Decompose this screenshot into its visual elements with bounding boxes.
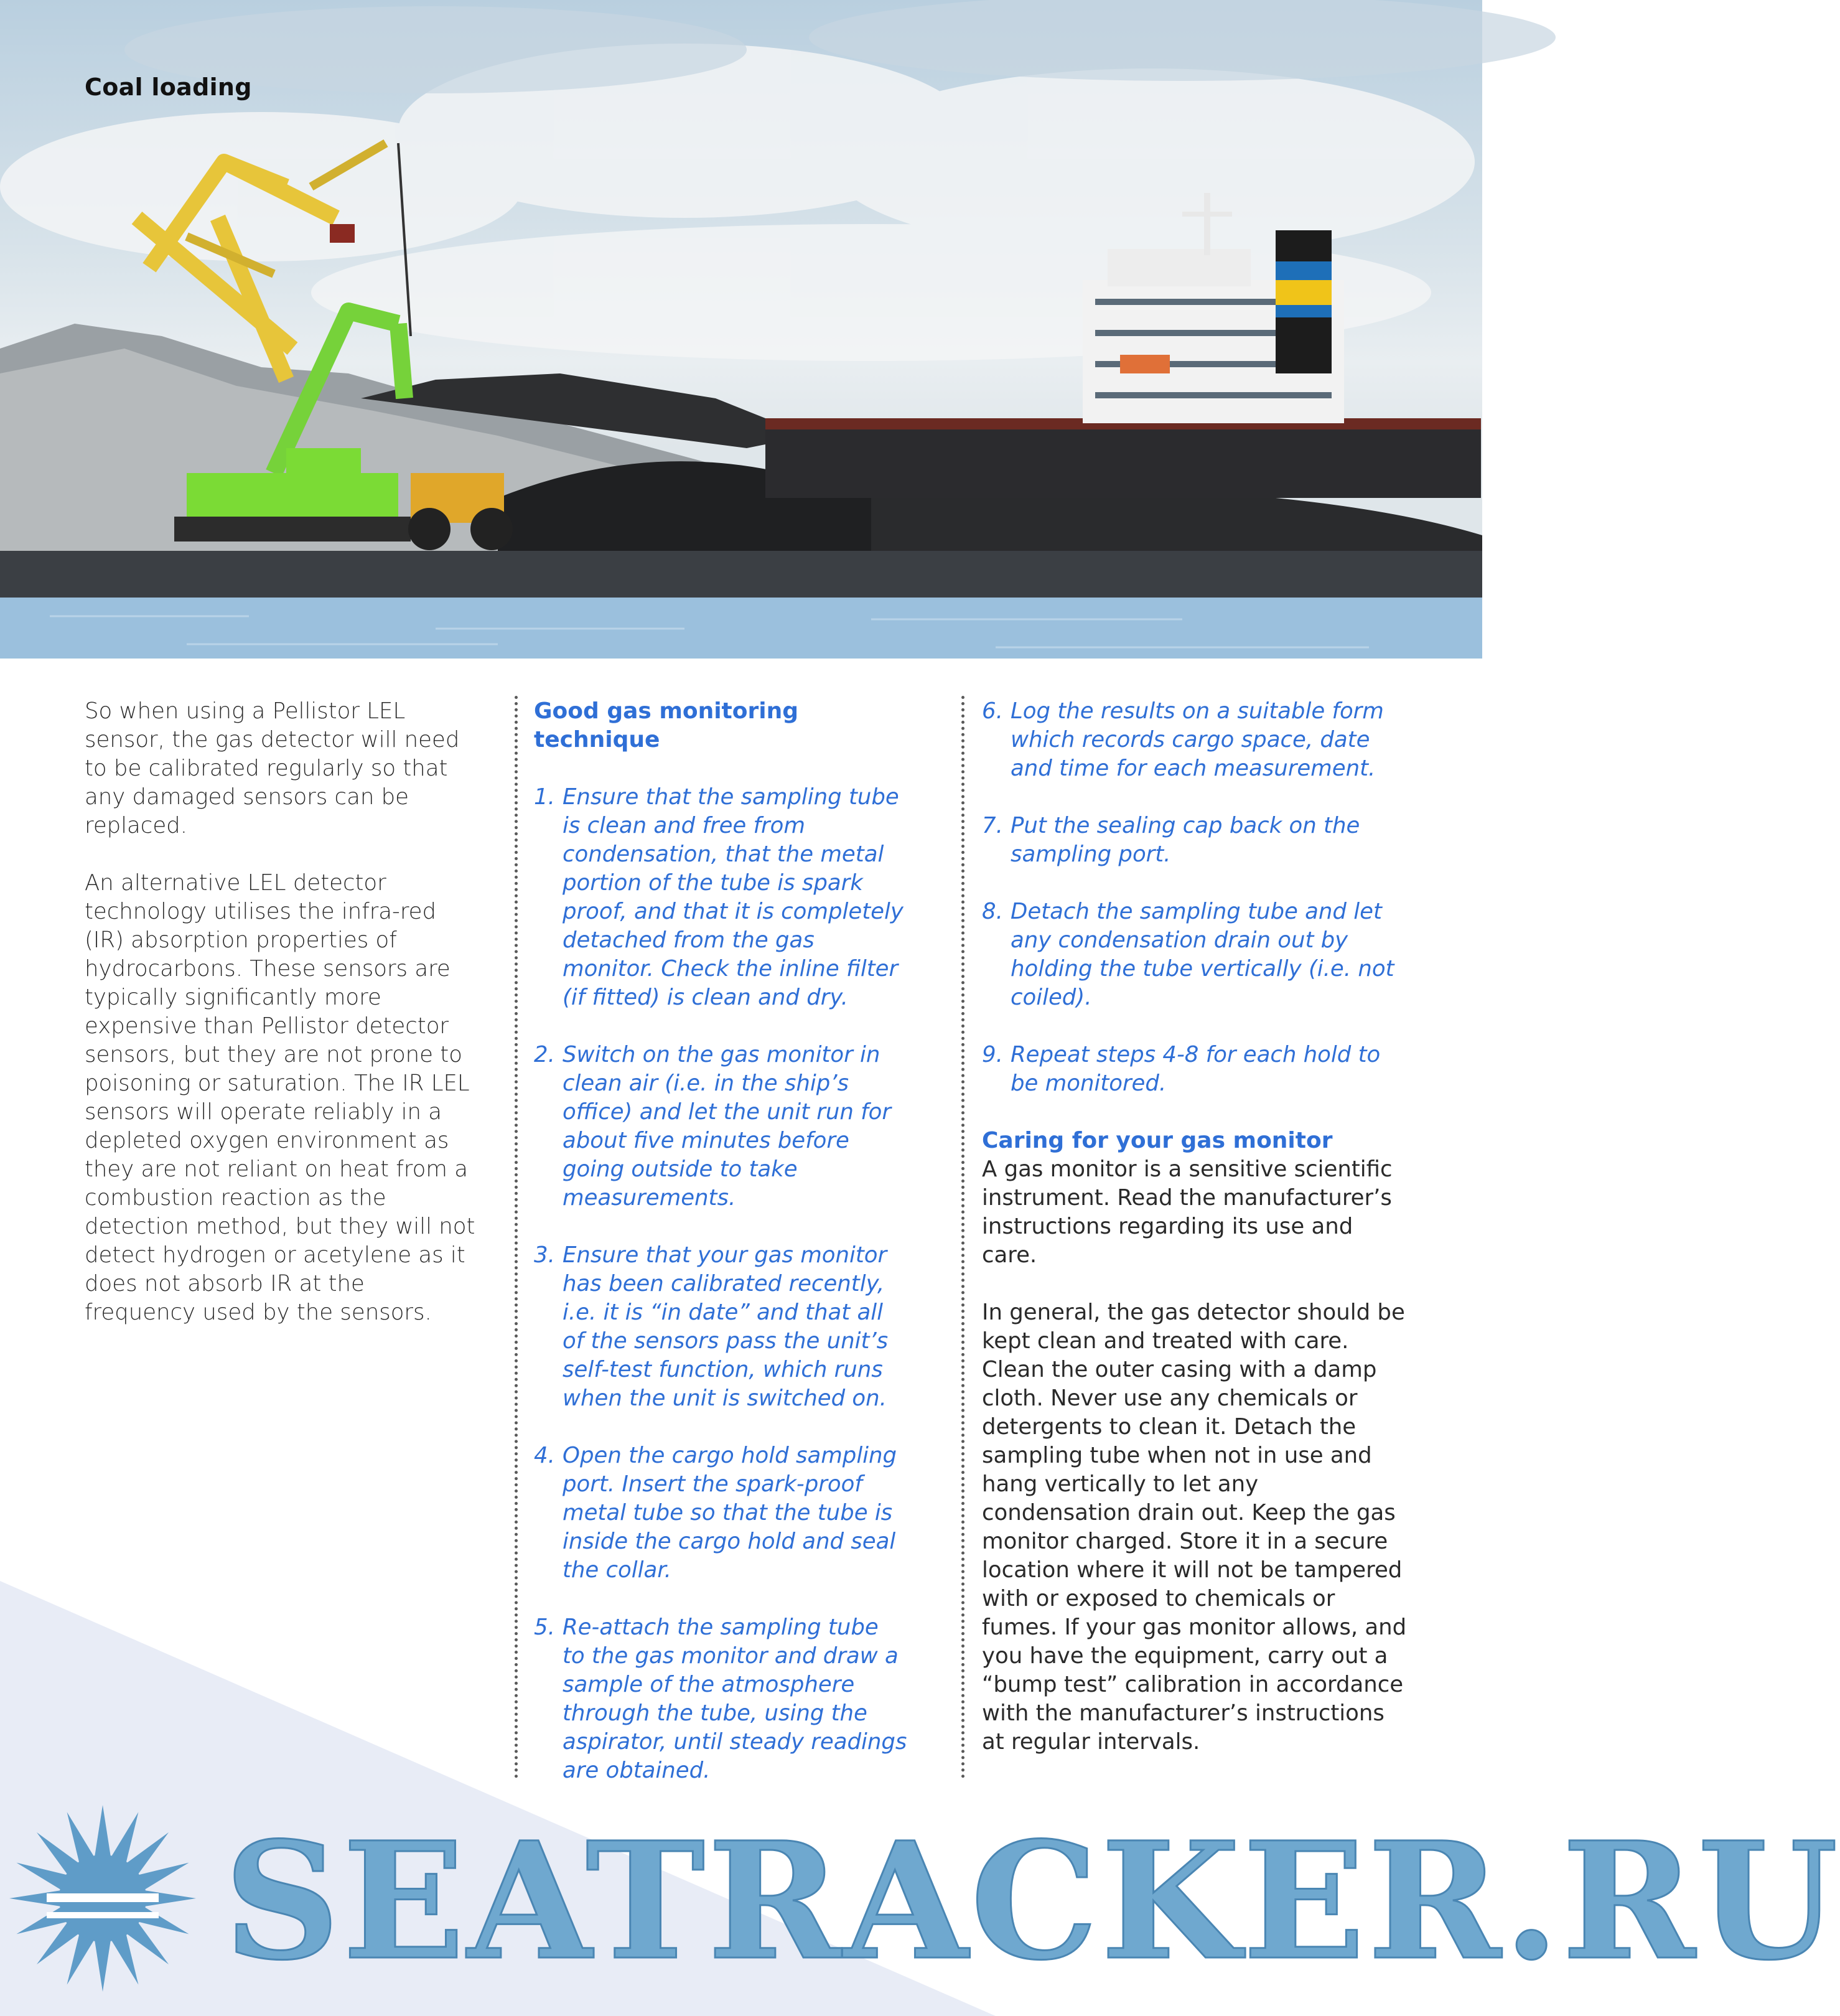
step-number: 9. — [982, 1042, 1003, 1067]
caring-paragraph-1: A gas monitor is a sensitive scientific instrument. Read the manufacturer’s instructions regarding its use and care. — [982, 1156, 1393, 1268]
step-number: 6. — [982, 698, 1003, 724]
technique-step — [534, 1442, 907, 1585]
caring-heading: Caring for your gas monitor — [982, 1128, 1333, 1153]
step-text: Repeat steps 4-8 for each hold to be monitored. — [1011, 1042, 1381, 1096]
step-text: Log the results on a suitable form which records cargo space, date and time for each measurement. — [1011, 698, 1384, 781]
column-divider-2 — [961, 696, 964, 1779]
step-text: Ensure that the sampling tube is clean and free from condensation, that the metal portion of the tube is spark proof, and that it is completely detached from the gas monitor. Check the inline filter (if fitted) is clean and dry. — [563, 784, 904, 1010]
technique-column — [534, 697, 907, 1814]
step-number: 2. — [534, 1042, 555, 1067]
step-text: Re-attach the sampling tube to the gas monitor and draw a sample of the atmosphere through the tube, using the aspirator, until steady readings are obtained. — [563, 1615, 907, 1783]
step-number: 7. — [982, 813, 1003, 838]
column-divider-1 — [515, 696, 518, 1779]
caring-paragraph-2: In general, the gas detector should be kept clean and treated with care. Clean the outer casing with a damp cloth. Never use any chemicals or detergents to clean it. Detach the sampling tube when not in use and hang vertically to let any condensation drain out. Keep the gas monitor charged. Store it in a secure location where it will not be tampered with or exposed to chemicals or fumes. If your gas monitor allows, and you have the equipment, carry out a “bump test” calibration in accordance with the manufacturer’s instructions at regular intervals. — [982, 1300, 1407, 1755]
step-text: Ensure that your gas monitor has been calibrated recently, i.e. it is “in date” and that all of the sensors pass the unit’s self-test function, which runs when the unit is switched on. — [563, 1242, 889, 1411]
step-number: 3. — [534, 1242, 555, 1268]
technique-step — [534, 1041, 907, 1212]
step-number: 8. — [982, 899, 1003, 924]
intro-paragraph-1: So when using a Pellistor LEL sensor, the gas detector will need to be calibrated regularly so that any damaged sensors can be replaced. — [85, 698, 460, 838]
step-number: 4. — [534, 1443, 555, 1468]
steps-and-care-column — [982, 697, 1411, 1785]
photo-caption: Coal loading — [85, 73, 252, 101]
step-text: Switch on the gas monitor in clean air (i.e. in the ship’s office) and let the unit run for about five minutes before going outside to take measurements. — [563, 1042, 891, 1211]
step-number: 1. — [534, 784, 555, 810]
technique-step — [982, 1041, 1411, 1098]
technique-steps-list-continued — [982, 697, 1411, 1098]
intro-column — [85, 697, 477, 1356]
technique-step — [982, 812, 1411, 869]
technique-step — [982, 898, 1411, 1012]
technique-step — [534, 1241, 907, 1413]
step-number: 5. — [534, 1615, 555, 1640]
technique-steps-list — [534, 783, 907, 1785]
step-text: Detach the sampling tube and let any condensation drain out by holding the tube vertically (i.e. not coiled). — [1011, 899, 1394, 1010]
technique-step — [534, 783, 907, 1012]
technique-step — [982, 697, 1411, 783]
intro-paragraph-2: An alternative LEL detector technology utilises the infra-red (IR) absorption properties of hydrocarbons. These sensors are typically significantly more expensive than Pellistor detector sensors, but they are not prone to poisoning or saturation. The IR LEL sensors will operate reliably in a depleted oxygen environment as they are not reliant on heat from a combustion reaction as the detection method, but they will not detect hydrogen or acetylene as it does not absorb IR at the frequency used by the sensors. — [85, 870, 475, 1325]
technique-heading: Good gas monitoring technique — [534, 698, 798, 752]
step-text: Put the sealing cap back on the sampling port. — [1011, 813, 1360, 867]
step-text: Open the cargo hold sampling port. Insert the spark-proof metal tube so that the tube is inside the cargo hold and seal the collar. — [563, 1443, 897, 1583]
technique-step — [534, 1613, 907, 1785]
watermark-text: SEATRACKER.RU — [224, 1807, 1840, 1995]
hero-photo — [0, 0, 1482, 659]
